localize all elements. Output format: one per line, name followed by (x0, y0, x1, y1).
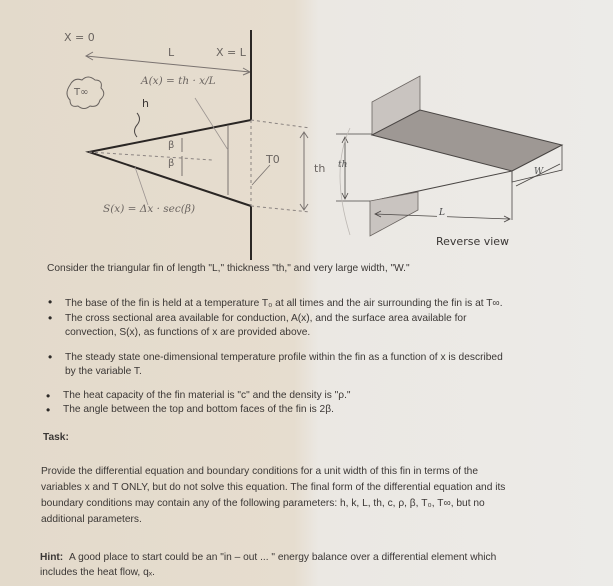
fin-3d-drawing (320, 60, 613, 260)
length-label-3d: L (439, 208, 445, 218)
fin-reverse-view-diagram (320, 60, 613, 260)
fin-cross-section-drawing (0, 0, 320, 260)
task-line-1: Provide the differential equation and boundary conditions for a unit width of this fin in terms of the (41, 466, 479, 477)
area-formula: A(x) = th · x/L (141, 75, 216, 87)
task-line-4: additional parameters. (41, 514, 142, 525)
length-label: L (168, 46, 175, 59)
bullet-item-2-line-2: convection, S(x), as functions of x are provided above. (65, 327, 311, 338)
hint-line-2: includes the heat flow, qₓ. (40, 567, 155, 578)
bullet-item-2-line-1: The cross sectional area available for conduction, A(x), and the surface area available for (65, 313, 467, 324)
task-line-3: boundary conditions may contain any of the following parameters: h, k, L, th, c, ρ, β, T₀, T∞, but no (41, 498, 485, 509)
surface-area-formula: S(x) = Δx · sec(β) (103, 203, 196, 215)
bullet-item-1: The base of the fin is held at a temperature T₀ at all times and the air surrounding the fin is at T∞. (65, 298, 503, 309)
bullet-dot: • (46, 403, 51, 417)
x-end-label: X = L (216, 46, 246, 59)
beta-bottom-label: β (168, 158, 175, 169)
bullet-item-4: The heat capacity of the fin material is "c" and the density is "ρ." (63, 390, 351, 401)
convection-coefficient-label: h (142, 97, 149, 110)
thickness-label: th (314, 162, 326, 175)
beta-top-label: β (168, 140, 175, 151)
bullet-item-3-line-2: by the variable T. (65, 366, 142, 377)
bullet-dot: • (48, 350, 53, 364)
task-line-2: variables x and T ONLY, but do not solve this equation. The final form of the differential equation and its (41, 482, 506, 493)
hint-line-1: A good place to start could be an "in – out ... " energy balance over a differential element which (69, 552, 497, 563)
reverse-view-caption: Reverse view (436, 235, 510, 248)
task-heading: Task: (43, 432, 69, 443)
x-zero-label: X = 0 (64, 31, 95, 44)
bullet-dot: • (46, 389, 51, 403)
thickness-label-3d: th (338, 160, 348, 170)
bullet-item-5: The angle between the top and bottom faces of the fin is 2β. (63, 404, 334, 415)
ambient-temperature-label: T∞ (74, 87, 89, 98)
hint-label: Hint: (40, 552, 64, 563)
base-temperature-label: T0 (266, 153, 280, 166)
bullet-dot: • (48, 311, 53, 325)
fin-cross-section-diagram (0, 0, 326, 260)
bullet-dot: • (48, 295, 53, 309)
bullet-item-3-line-1: The steady state one-dimensional temperature profile within the fin as a function of x is described (65, 352, 503, 363)
width-label-3d: W (534, 167, 544, 177)
problem-intro: Consider the triangular fin of length "L," thickness "th," and very large width, "W." (47, 263, 410, 274)
